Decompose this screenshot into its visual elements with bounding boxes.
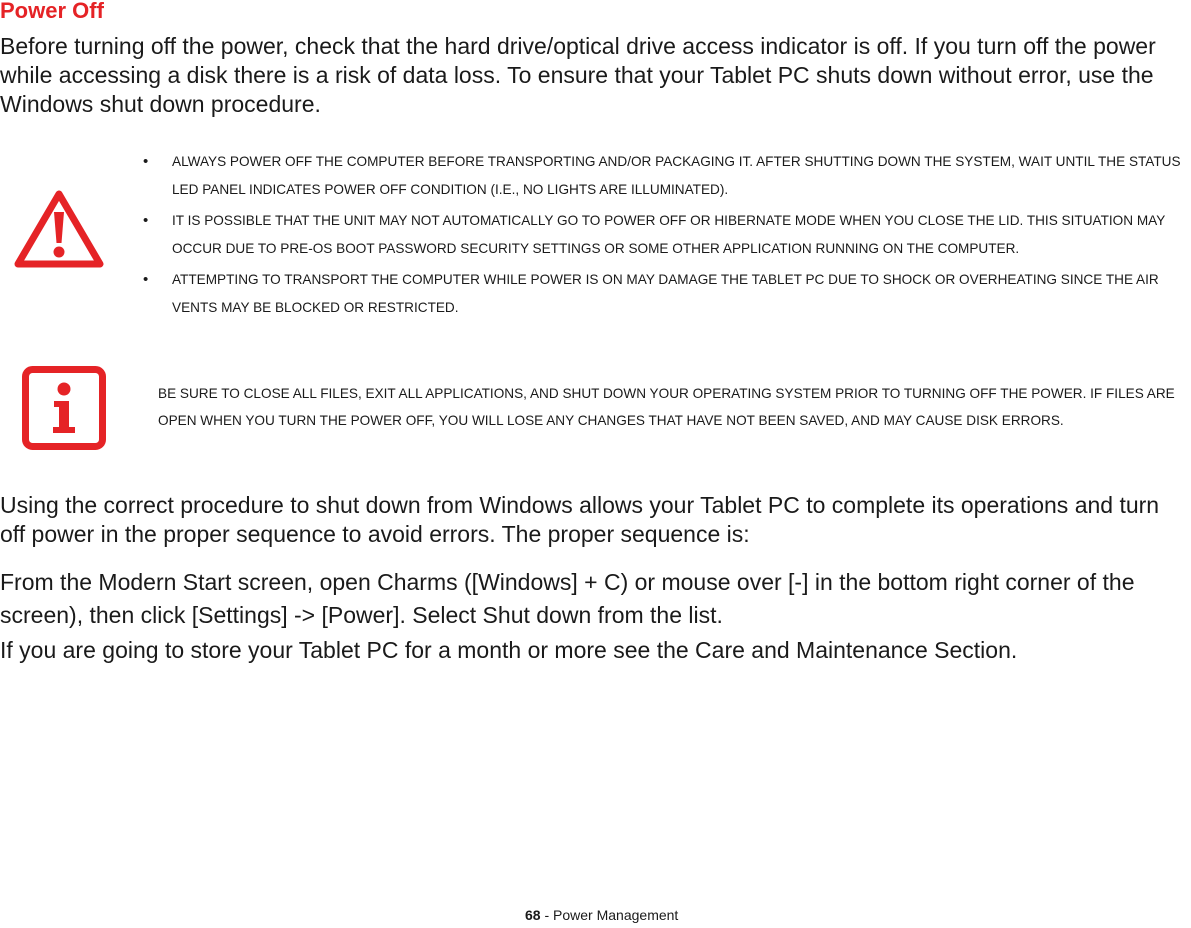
footer-section: Power Management bbox=[553, 907, 679, 923]
warning-triangle-icon bbox=[14, 188, 104, 270]
warning-item-text: ATTEMPTING TO TRANSPORT THE COMPUTER WHILE POWER IS ON MAY DAMAGE THE TABLET PC DUE TO SHOCK OR OVERHEATING SINCE THE AIR VENTS MAY BE BLOCKED OR RESTRICTED. bbox=[172, 272, 1159, 315]
warning-item bbox=[143, 266, 1191, 322]
page-title: Power Off bbox=[0, 0, 104, 23]
intro-paragraph: Before turning off the power, check that the hard drive/optical drive access indicator is off. If you turn off the power while accessing a disk there is a risk of data loss. To ensure that your Tablet PC shuts down without error, use the Windows shut down procedure. bbox=[0, 33, 1156, 117]
footer-separator: - bbox=[540, 907, 554, 923]
warning-list bbox=[143, 148, 1191, 325]
warning-item-text: ALWAYS POWER OFF THE COMPUTER BEFORE TRANSPORTING AND/OR PACKAGING IT. AFTER SHUTTING DOWN THE SYSTEM, WAIT UNTIL THE STATUS LED PANEL INDICATES POWER OFF CONDITION (I.E., NO LIGHTS ARE ILLUMINATED). bbox=[172, 154, 1181, 197]
body-paragraph: From the Modern Start screen, open Charms ([Windows] + C) or mouse over [-] in the bottom right corner of the screen), then click [Settings] -> [Power]. Select Shut down from the list. bbox=[0, 569, 1135, 628]
info-icon bbox=[22, 366, 106, 450]
page-number: 68 bbox=[525, 907, 541, 923]
body-paragraph: If you are going to store your Tablet PC for a month or more see the Care and Maintenance Section. bbox=[0, 637, 1018, 663]
page-footer bbox=[525, 907, 678, 923]
bullet-icon: • bbox=[143, 212, 149, 229]
warning-item-text: IT IS POSSIBLE THAT THE UNIT MAY NOT AUTOMATICALLY GO TO POWER OFF OR HIBERNATE MODE WHEN YOU CLOSE THE LID. THIS SITUATION MAY OCCUR DUE TO PRE-OS BOOT PASSWORD SECURITY SETTINGS OR SOME OTHER APPLICATION RUNNING ON THE COMPUTER. bbox=[172, 213, 1166, 256]
bullet-icon: • bbox=[143, 271, 149, 288]
warning-item bbox=[143, 207, 1191, 263]
body-paragraph: Using the correct procedure to shut down from Windows allows your Tablet PC to complete its operations and turn off power in the proper sequence to avoid errors. The proper sequence is: bbox=[0, 492, 1160, 547]
info-note-text: BE SURE TO CLOSE ALL FILES, EXIT ALL APPLICATIONS, AND SHUT DOWN YOUR OPERATING SYSTEM PRIOR TO TURNING OFF THE POWER. IF FILES ARE OPEN WHEN YOU TURN THE POWER OFF, YOU WILL LOSE ANY CHANGES THAT HAVE NOT BEEN SAVED, AND MAY CAUSE DISK ERRORS. bbox=[158, 386, 1175, 428]
warning-item bbox=[143, 148, 1191, 204]
bullet-icon: • bbox=[143, 153, 149, 170]
